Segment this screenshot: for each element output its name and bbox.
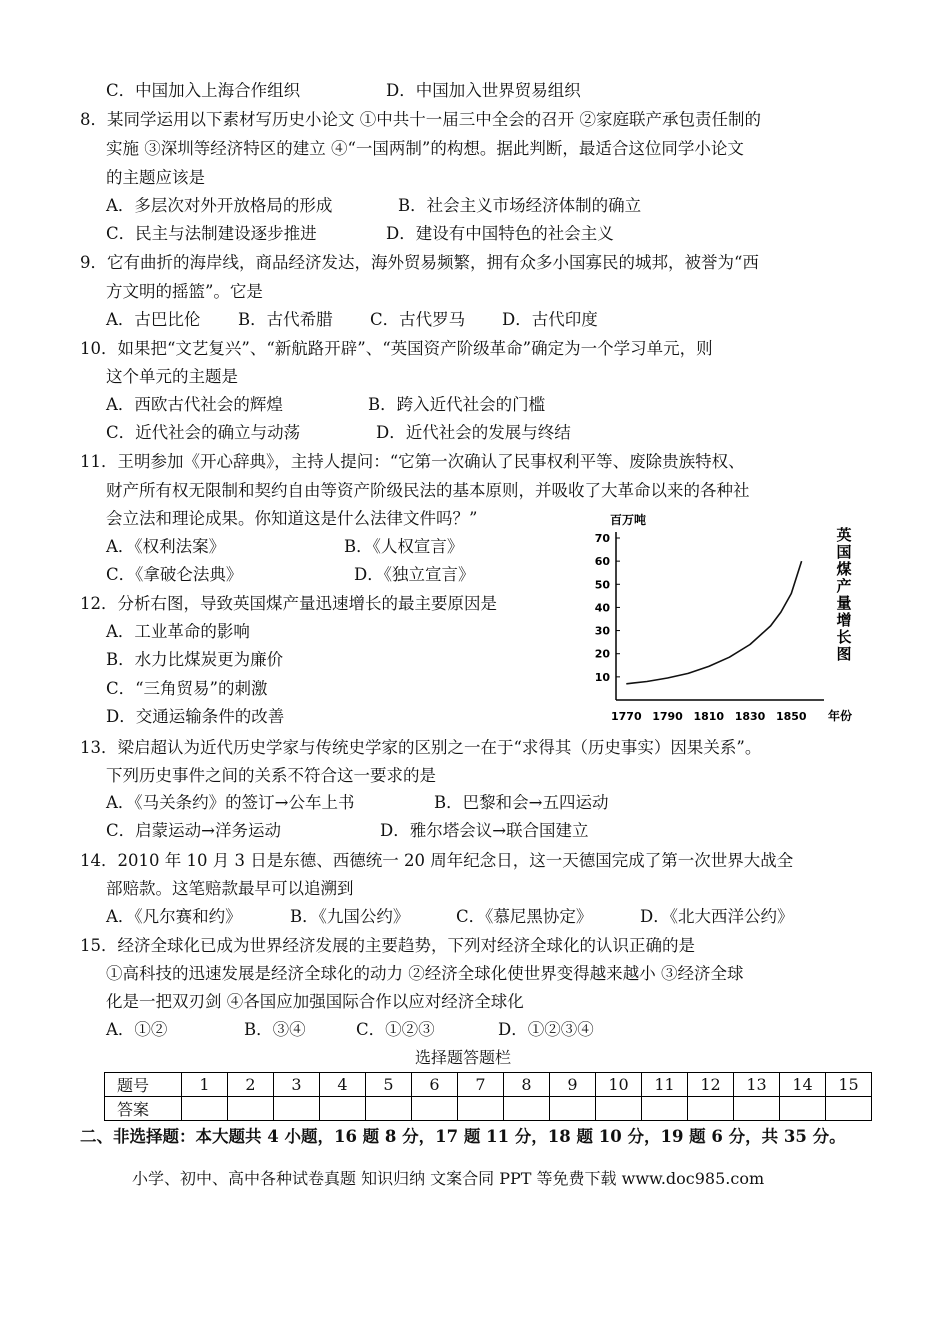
- chart-title: 英国煤产量增长图: [836, 526, 852, 663]
- answer-cell[interactable]: [320, 1097, 366, 1121]
- chart-series: [626, 561, 801, 684]
- q7-option-c: C．中国加入上海合作组织: [106, 81, 301, 100]
- q10-option-b: B．跨入近代社会的门槛: [368, 395, 546, 414]
- question-number-cell: 5: [366, 1073, 412, 1097]
- q14-option-d: D．《北大西洋公约》: [640, 907, 794, 926]
- q13-stem-line2: 下列历史事件之间的关系不符合这一要求的是: [106, 766, 436, 785]
- answer-table-caption: 选择题答题栏: [415, 1048, 512, 1067]
- q9-stem-line2: 方文明的摇篮”。它是: [106, 282, 263, 301]
- q7-option-d: D．中国加入世界贸易组织: [386, 81, 581, 100]
- y-tick-label: 30: [594, 624, 610, 638]
- question-number-cell: 13: [734, 1073, 780, 1097]
- y-tick-label: 40: [594, 601, 610, 615]
- answer-table: [104, 1072, 872, 1121]
- chart-axes: [616, 532, 824, 700]
- chart-x-ticks: [611, 710, 807, 723]
- question-number-cell: 9: [550, 1073, 596, 1097]
- q15-option-b: B．③④: [244, 1020, 306, 1039]
- q8-option-a: A．多层次对外开放格局的形成: [106, 196, 333, 215]
- q13-stem-line1: 13．梁启超认为近代历史学家与传统史学家的区别之一在于“求得其（历史事实）因果关系”。: [80, 738, 762, 757]
- y-tick-label: 20: [594, 647, 610, 661]
- q15-option-d: D．①②③④: [498, 1020, 594, 1039]
- q10-option-d: D．近代社会的发展与终结: [376, 423, 571, 442]
- q11-stem-line3: 会立法和理论成果。你知道这是什么法律文件吗？”: [106, 509, 478, 528]
- y-tick-label: 60: [594, 555, 610, 569]
- q10-option-a: A．西欧古代社会的辉煌: [106, 395, 283, 414]
- q10-stem-line1: 10．如果把“文艺复兴”、“新航路开辟”、“英国资产阶级革命”确定为一个学习单元，则: [80, 339, 713, 358]
- q9-option-a: A．古巴比伦: [106, 310, 201, 329]
- q15-stem-line3: 化是一把双刃剑 ④各国应加强国际合作以应对经济全球化: [106, 992, 524, 1011]
- q12-option-c: C．“三角贸易”的刺激: [106, 679, 268, 698]
- q10-option-c: C．近代社会的确立与动荡: [106, 423, 301, 442]
- section-two-heading: 二、非选择题：本大题共 4 小题，16 题 8 分，17 题 11 分，18 题 10 分，19 题 6 分，共 35 分。: [80, 1127, 846, 1146]
- answer-cell[interactable]: [596, 1097, 642, 1121]
- answer-cell[interactable]: [228, 1097, 274, 1121]
- q12-option-d: D．交通运输条件的改善: [106, 707, 285, 726]
- answer-cell[interactable]: [182, 1097, 228, 1121]
- q12-stem-line1: 12．分析右图，导致英国煤产量迅速增长的最主要原因是: [80, 594, 497, 613]
- answer-cell[interactable]: [274, 1097, 320, 1121]
- q12-option-a: A．工业革命的影响: [106, 622, 250, 641]
- q13-option-d: D．雅尔塔会议→联合国建立: [380, 821, 589, 840]
- q8-stem-line1: 8．某同学运用以下素材写历史小论文 ①中共十一届三中全会的召开 ②家庭联产承包责任制的: [80, 110, 761, 129]
- x-tick-label: 1850: [775, 710, 807, 723]
- q10-stem-line2: 这个单元的主题是: [106, 367, 238, 386]
- answer-cell[interactable]: [780, 1097, 826, 1121]
- question-number-cell: 14: [780, 1073, 826, 1097]
- answer-cell[interactable]: [412, 1097, 458, 1121]
- question-number-cell: 6: [412, 1073, 458, 1097]
- q9-stem-line1: 9．它有曲折的海岸线，商品经济发达，海外贸易频繁，拥有众多小国寡民的城邦，被誉为“西: [80, 253, 759, 272]
- chart-y-label: 百万吨: [610, 513, 647, 527]
- question-number-cell: 1: [182, 1073, 228, 1097]
- q15-option-a: A．①②: [106, 1020, 168, 1039]
- coal-output-chart: [576, 508, 876, 738]
- q13-option-a: A．《马关条约》的签订→公车上书: [106, 793, 355, 812]
- coal-output-line: [626, 561, 801, 684]
- x-tick-label: 1810: [693, 710, 725, 723]
- chart-x-label: 年份: [828, 709, 853, 723]
- q11-option-b: B．《人权宣言》: [344, 537, 464, 556]
- x-tick-label: 1770: [610, 710, 642, 723]
- q12-option-b: B．水力比煤炭更为廉价: [106, 650, 284, 669]
- q8-stem-line3: 的主题应该是: [106, 168, 205, 187]
- q11-option-a: A．《权利法案》: [106, 537, 226, 556]
- y-tick-label: 70: [594, 532, 610, 545]
- q14-option-b: B．《九国公约》: [290, 907, 410, 926]
- question-number-cell: 4: [320, 1073, 366, 1097]
- question-number-cell: 2: [228, 1073, 274, 1097]
- answer-cell[interactable]: [550, 1097, 596, 1121]
- x-tick-label: 1830: [734, 710, 766, 723]
- q14-stem-line1: 14．2010 年 10 月 3 日是东德、西德统一 20 周年纪念日，这一天德国完成了第一次世界大战全: [80, 851, 794, 870]
- answer-cell[interactable]: [642, 1097, 688, 1121]
- q8-option-c: C．民主与法制建设逐步推进: [106, 224, 317, 243]
- q8-option-b: B．社会主义市场经济体制的确立: [398, 196, 642, 215]
- y-tick-label: 10: [594, 670, 610, 684]
- q11-stem-line1: 11．王明参加《开心辞典》，主持人提问：“它第一次确认了民事权利平等、废除贵族特权、: [80, 452, 745, 471]
- q9-option-c: C．古代罗马: [370, 310, 466, 329]
- answer-row-header: 答案: [105, 1097, 182, 1121]
- answer-cell[interactable]: [504, 1097, 550, 1121]
- q13-option-b: B．巴黎和会→五四运动: [434, 793, 609, 812]
- question-number-cell: 11: [642, 1073, 688, 1097]
- page-footer: 小学、初中、高中各种试卷真题 知识归纳 文案合同 PPT 等免费下载 www.doc985.com: [132, 1169, 765, 1188]
- q14-option-c: C．《慕尼黑协定》: [456, 907, 593, 926]
- question-number-cell: 7: [458, 1073, 504, 1097]
- answer-cell[interactable]: [366, 1097, 412, 1121]
- number-row-header: 题号: [105, 1073, 182, 1097]
- answer-cell[interactable]: [734, 1097, 780, 1121]
- question-number-cell: 3: [274, 1073, 320, 1097]
- q11-stem-line2: 财产所有权无限制和契约自由等资产阶级民法的基本原则，并吸收了大革命以来的各种社: [106, 481, 750, 500]
- q11-option-d: D．《独立宣言》: [354, 565, 475, 584]
- q9-option-d: D．古代印度: [502, 310, 598, 329]
- answer-cell[interactable]: [688, 1097, 734, 1121]
- q15-option-c: C．①②③: [356, 1020, 435, 1039]
- q8-option-d: D．建设有中国特色的社会主义: [386, 224, 614, 243]
- q14-option-a: A．《凡尔赛和约》: [106, 907, 242, 926]
- answer-cell[interactable]: [826, 1097, 872, 1121]
- question-number-cell: 15: [826, 1073, 872, 1097]
- q13-option-c: C．启蒙运动→洋务运动: [106, 821, 281, 840]
- question-number-cell: 12: [688, 1073, 734, 1097]
- q8-stem-line2: 实施 ③深圳等经济特区的建立 ④“一国两制”的构想。据此判断，最适合这位同学小论文: [106, 139, 744, 158]
- q15-stem-line1: 15．经济全球化已成为世界经济发展的主要趋势，下列对经济全球化的认识正确的是: [80, 936, 695, 955]
- x-tick-label: 1790: [652, 710, 683, 723]
- y-tick-label: 50: [594, 578, 610, 592]
- q9-option-b: B．古代希腊: [238, 310, 333, 329]
- question-number-cell: 8: [504, 1073, 550, 1097]
- answer-cell[interactable]: [458, 1097, 504, 1121]
- question-number-cell: 10: [596, 1073, 642, 1097]
- q15-stem-line2: ①高科技的迅速发展是经济全球化的动力 ②经济全球化使世界变得越来越小 ③经济全球: [106, 964, 744, 983]
- answer-table-answer-row: [105, 1097, 872, 1121]
- q14-stem-line2: 部赔款。这笔赔款最早可以追溯到: [106, 879, 354, 898]
- q11-option-c: C．《拿破仑法典》: [106, 565, 243, 584]
- answer-table-number-row: [105, 1073, 872, 1097]
